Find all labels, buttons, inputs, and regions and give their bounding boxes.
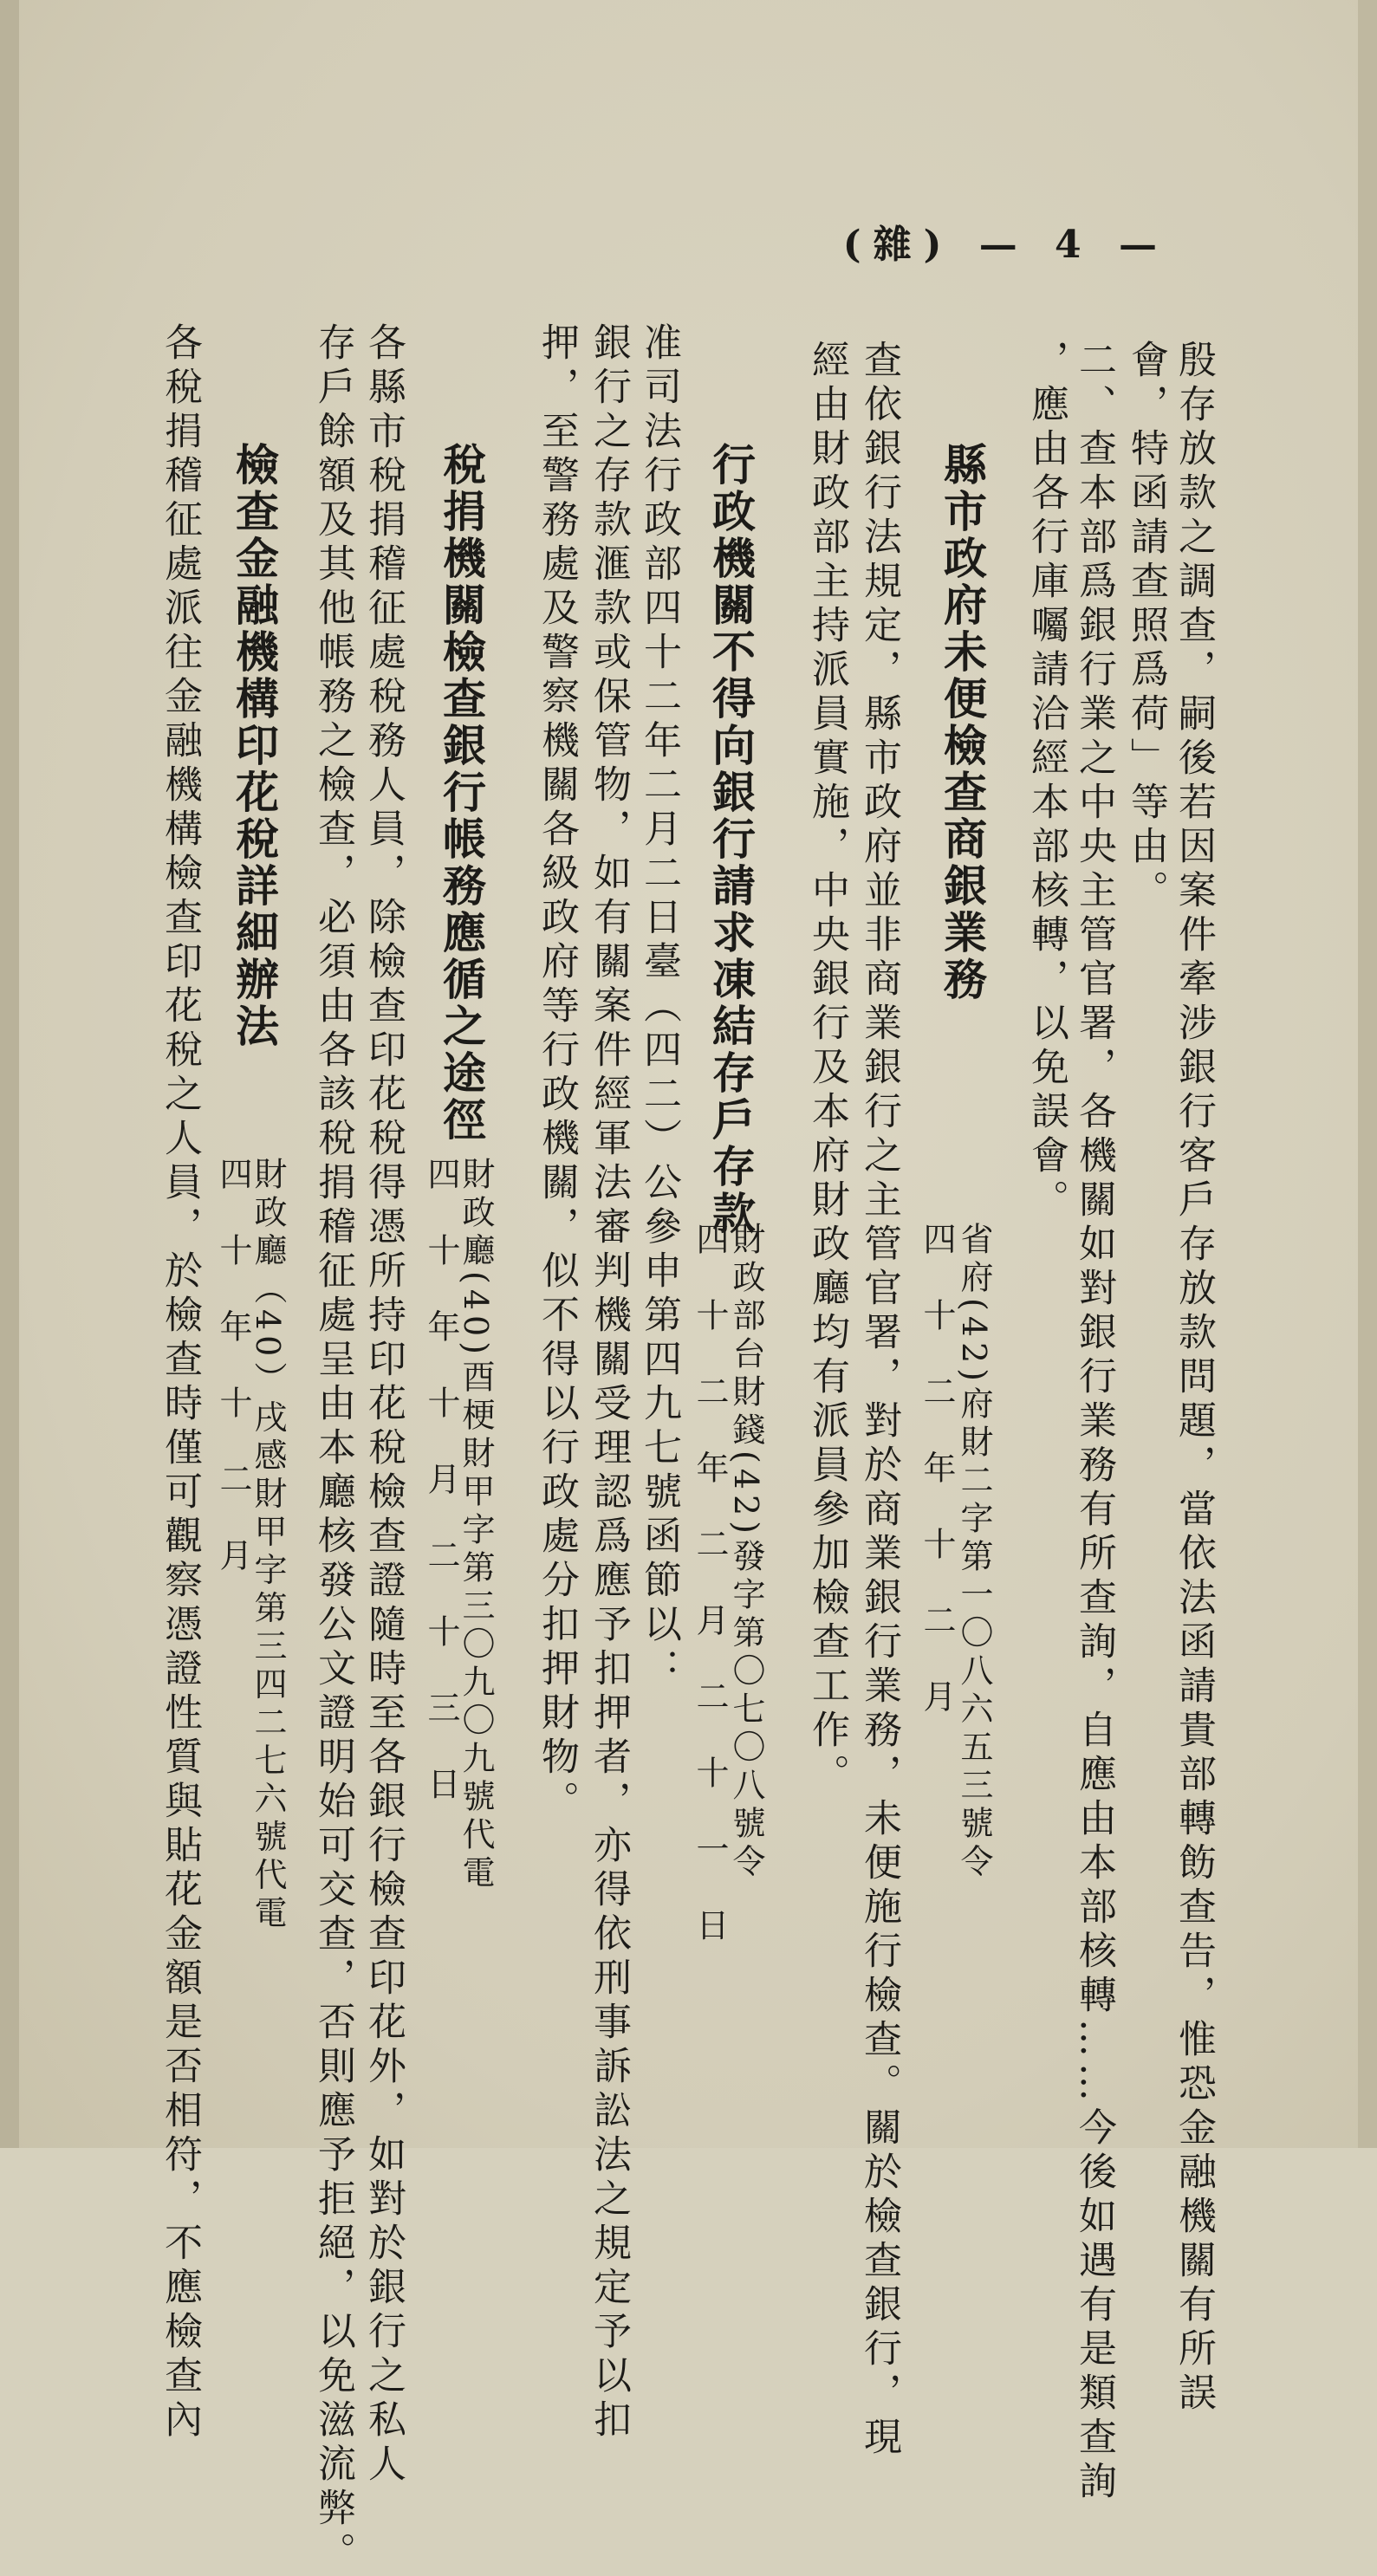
- section4-citation-2: 四 十 年 十 月 二 十 三 日: [422, 1157, 460, 1805]
- page-edge-right: [1358, 0, 1377, 2148]
- section5-citation-2: 四 十 年 十 二 月: [214, 1157, 252, 1576]
- section3-body-2: 銀行之存款滙款或保管物，如有關案件經軍法審判機關受理認爲應予扣押者，亦得依刑事訴訟法之規定予以扣: [587, 322, 631, 2443]
- section4-body-2: 存戶餘額及其他帳務之檢查，必須由各該稅捐稽征處呈由本廳核發公文證明始可交查，否則應予拒絕，以免滋流弊。: [311, 322, 355, 2576]
- section3-body-3: 押，至警務處及警察機關各級政府等行政機關，似不得以行政處分扣押財物。: [535, 322, 579, 1825]
- section3-citation-1: 財政部台財錢(42)發字第〇七〇八號令: [727, 1222, 765, 1883]
- section1-line-1: 殷存放款之調查，嗣後若因案件牽涉銀行客戶存放款問題，當依法函請貴部轉飭查告，惟恐金融機關有所誤: [1172, 340, 1216, 2417]
- section2-body-1: 查依銀行法規定，縣市政府並非商業銀行之主管官署，對於商業銀行業務，未便施行檢查。關於檢查銀行，現: [857, 340, 901, 2461]
- page-edge-left: [0, 0, 19, 2148]
- section2-title: 縣市政府未便檢查商銀業務: [937, 442, 988, 1003]
- section1-line-3: 二、查本部爲銀行業之中央主管官署，各機關如對銀行業務有所查詢，自應由本部核轉……今後如遇有是類查詢: [1072, 340, 1116, 2505]
- section2-citation-2: 四 十 二 年 十 二 月: [918, 1222, 956, 1717]
- section5-citation-1: 財政廳（40）戌感財甲字第三四二七六號代電: [249, 1157, 287, 1934]
- section2-body-2: 經由財政部主持派員實施，中央銀行及本府財政廳均有派員參加檢查工作。: [805, 340, 849, 1798]
- page-header: [843, 213, 1169, 269]
- section5-title: 檢查金融機構印花稅詳細辦法: [229, 442, 280, 1050]
- section4-body-1: 各縣市稅捐稽征處稅務人員，除檢查印花稅得憑所持印花稅檢查證隨時至各銀行檢查印花外，如對於銀行之私人: [361, 322, 406, 2488]
- page-number: — 4 —: [978, 223, 1169, 267]
- section3-body-1: 准司法行政部四十二年二月二日臺（四二）公參申第四九七號函節以：: [637, 322, 681, 1692]
- section1-line-4: ，應由各行庫囑請洽經本部核轉，以免誤會。: [1024, 340, 1068, 1223]
- section3-citation-2: 四 十 二 年 二 月 二 十 一 日: [691, 1222, 729, 1946]
- section5-body-1: 各稅捐稽征處派往金融機構檢查印花稅之人員，於檢查時僅可觀察憑證性質與貼花金額是否相符，不應檢查內: [158, 322, 202, 2443]
- section1-line-2: 會，特函請查照爲荷」等由。: [1124, 340, 1168, 914]
- section3-title: 行政機關不得向銀行請求凍結存戶存款: [705, 442, 757, 1237]
- header-category: (雜): [842, 223, 954, 267]
- section2-citation-1: 省府(42)府財二字第一〇八六五三號令: [955, 1222, 993, 1883]
- section4-title: 稅捐機關檢查銀行帳務應循之途徑: [436, 442, 487, 1144]
- section4-citation-1: 財政廳(40)酉梗財甲字第三〇九〇九號代電: [457, 1157, 495, 1894]
